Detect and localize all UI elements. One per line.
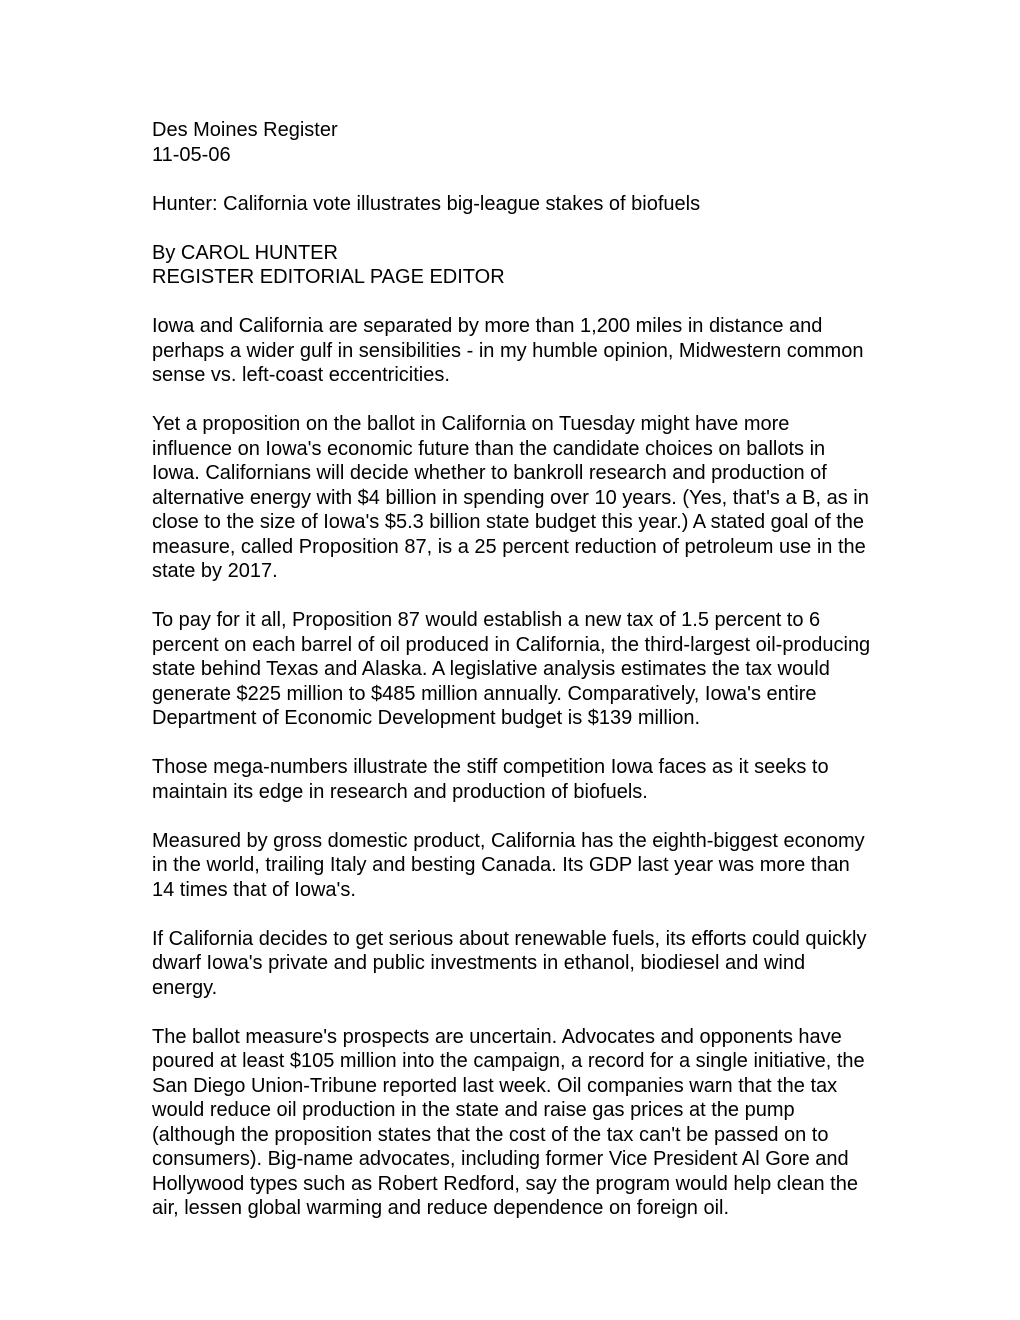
headline: Hunter: California vote illustrates big-league stakes of biofuels	[152, 192, 701, 215]
byline-block	[152, 241, 872, 290]
byline-title: REGISTER EDITORIAL PAGE EDITOR	[152, 266, 505, 288]
publication-header	[152, 118, 872, 167]
body-paragraph: Measured by gross domestic product, California has the eighth-biggest economy in the world, trailing Italy and besting Canada. Its GDP last year was more than 14 times that of Iowa's.	[152, 829, 865, 901]
publication-date: 11-05-06	[152, 143, 231, 166]
byline-author: By CAROL HUNTER	[152, 241, 338, 264]
body-paragraph: Yet a proposition on the ballot in California on Tuesday might have more influence on Iowa's economic future than the candidate choices on ballots in Iowa. Californians will decide whether to bankroll research and production of alternative energy with $4 billion in spending over 10 years. (Yes, that's a B, as in close to the size of Iowa's $5.3 billion state budget this year.) A stated goal of the measure, called Proposition 87, is a 25 percent reduction of petroleum use in the state by 2017.	[152, 413, 869, 582]
body-paragraph: If California decides to get serious about renewable fuels, its efforts could quickly dwarf Iowa's private and public investments in ethanol, biodiesel and wind energy.	[152, 927, 867, 999]
headline-block	[152, 192, 872, 217]
article-body	[152, 314, 872, 1221]
body-paragraph: To pay for it all, Proposition 87 would establish a new tax of 1.5 percent to 6 percent on each barrel of oil produced in California, the third-largest oil-producing state behind Texas and Alaska. A legislative analysis estimates the tax would generate $225 million to $485 million annually. Comparatively, Iowa's entire Department of Economic Development budget is $139 million.	[152, 609, 871, 729]
publication-name: Des Moines Register	[152, 119, 338, 141]
body-paragraph: Those mega-numbers illustrate the stiff competition Iowa faces as it seeks to maintain its edge in research and production of biofuels.	[152, 756, 829, 803]
body-paragraph: Iowa and California are separated by more than 1,200 miles in distance and perhaps a wider gulf in sensibilities - in my humble opinion, Midwestern common sense vs. left-coast eccentricities.	[152, 315, 864, 386]
body-paragraph: The ballot measure's prospects are uncertain. Advocates and opponents have poured at least $105 million into the campaign, a record for a single initiative, the San Diego Union-Tribune reported last week. Oil companies warn that the tax would reduce oil production in the state and raise gas prices at the pump (although the proposition states that the cost of the tax can't be passed on to consumers). Big-name advocates, including former Vice President Al Gore and Hollywood types such as Robert Redford, say the program would help clean the air, lessen global warming and reduce dependence on foreign oil.	[152, 1025, 865, 1219]
